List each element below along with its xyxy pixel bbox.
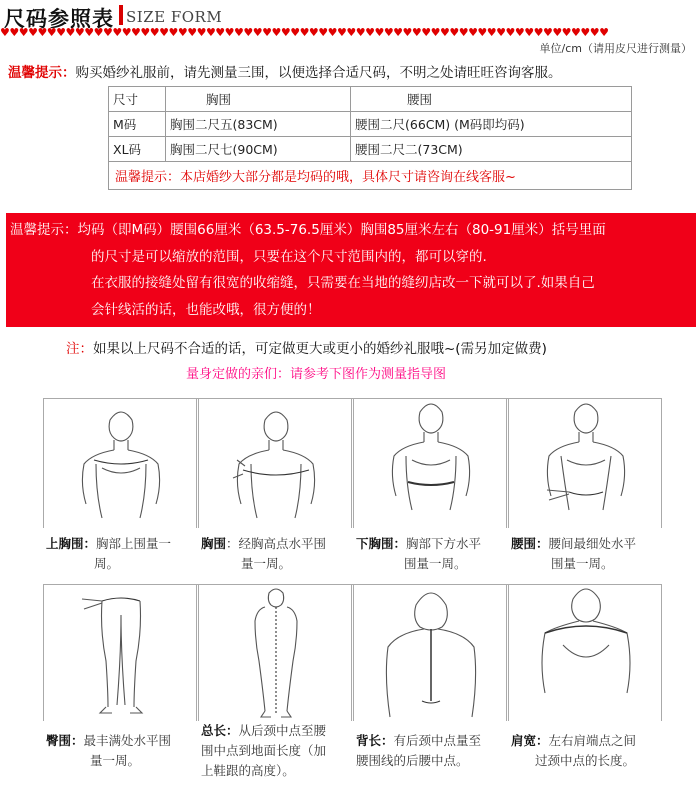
guide-desc: 腰间最细处水平 bbox=[548, 536, 637, 551]
guide-term: 下胸围： bbox=[356, 536, 407, 551]
table-header: 胸围 bbox=[166, 87, 351, 112]
guide-term: 臀围： bbox=[46, 733, 84, 748]
guide-desc: 有后颈中点量至 bbox=[393, 733, 482, 748]
caption-waist bbox=[508, 534, 662, 574]
guide-term: 背长： bbox=[356, 733, 394, 748]
guide-desc: 胸部上围量一 bbox=[96, 536, 172, 551]
waist-illustration bbox=[509, 398, 663, 528]
guide-desc: 围中点到地面长度（加 bbox=[201, 743, 327, 758]
table-row bbox=[109, 112, 632, 137]
guide-cell-waist bbox=[508, 398, 662, 584]
guide-desc: 周。 bbox=[94, 556, 120, 571]
guide-term: 总长： bbox=[201, 723, 239, 738]
figure-total-length bbox=[198, 585, 352, 721]
red-notice-line: 温馨提示：均码（即M码）腰围66厘米（63.5-76.5厘米）胸围85厘米左右（80-91厘米）括号里面 bbox=[10, 222, 606, 238]
guide-desc: 量一周。 bbox=[241, 556, 292, 571]
red-notice-line: 在衣服的接缝处留有很宽的收缩缝，只需要在当地的缝纫店改一下就可以了.如果自己 bbox=[91, 275, 595, 291]
title-divider bbox=[119, 5, 123, 25]
caption-total-length bbox=[198, 721, 352, 781]
size-table bbox=[108, 86, 632, 190]
red-notice-line: 的尺寸是可以缩放的范围，只要在这个尺寸范围内的，都可以穿的. bbox=[91, 248, 487, 265]
guide-cell-back-length bbox=[353, 585, 507, 796]
custom-note-text: 如果以上尺码不合适的话，可定做更大或更小的婚纱礼服哦~(需另加定做费) bbox=[93, 341, 547, 357]
guide-desc: 左右肩端点之间 bbox=[548, 733, 637, 748]
caption-under-bust bbox=[353, 534, 507, 574]
upper-bust-illustration bbox=[44, 398, 198, 528]
guide-term: 腰围： bbox=[511, 536, 549, 551]
guide-desc: 量一周。 bbox=[90, 753, 141, 768]
guide-cell-hip bbox=[43, 585, 197, 796]
notice-text: 购买婚纱礼服前，请先测量三围，以便选择合适尺码，不明之处请旺旺咨询客服。 bbox=[75, 65, 562, 81]
caption-shoulder-width bbox=[508, 731, 662, 771]
table-cell: 腰围二尺(66CM) (M码即均码) bbox=[351, 112, 632, 137]
guide-cell-upper-bust bbox=[43, 398, 197, 584]
caption-upper-bust bbox=[43, 534, 197, 574]
total-length-illustration bbox=[199, 585, 353, 721]
table-cell: 胸围二尺五(83CM) bbox=[166, 112, 351, 137]
guide-heading: 量身定做的亲们：请参考下图作为测量指导图 bbox=[186, 367, 447, 382]
caption-bust bbox=[198, 534, 352, 574]
figure-waist bbox=[508, 398, 662, 528]
red-notice-line: 会针线活的话，也能改哦，很方便的！ bbox=[91, 301, 321, 318]
table-header-row bbox=[109, 87, 632, 112]
page-title: 尺码参照表 bbox=[4, 7, 114, 31]
guide-desc: 围量一周。 bbox=[404, 556, 467, 571]
figure-bust bbox=[198, 398, 352, 528]
guide-desc: 过颈中点的长度。 bbox=[535, 753, 636, 768]
header bbox=[0, 0, 700, 30]
table-cell: M码 bbox=[109, 112, 166, 137]
caption-hip bbox=[43, 731, 197, 771]
table-header: 尺寸 bbox=[109, 87, 166, 112]
table-cell: 腰围二尺二(73CM) bbox=[351, 137, 632, 162]
measure-guide-grid bbox=[43, 398, 662, 796]
guide-term: 上胸围： bbox=[46, 536, 97, 551]
guide-cell-under-bust bbox=[353, 398, 507, 584]
figure-hip bbox=[43, 585, 197, 721]
hearts-border: ♥♥♥♥♥♥♥♥♥♥♥♥♥♥♥♥♥♥♥♥♥♥♥♥♥♥♥♥♥♥♥♥♥♥♥♥♥♥♥♥♥♥♥♥♥♥♥♥♥♥♥♥♥♥♥♥♥♥♥♥♥♥♥♥♥ bbox=[0, 27, 609, 39]
unit-note: 单位/cm（请用皮尺进行测量） bbox=[539, 42, 692, 55]
guide-cell-shoulder-width bbox=[508, 585, 662, 796]
table-note: 温馨提示：本店婚纱大部分都是均码的哦，具体尺寸请咨询在线客服~ bbox=[109, 162, 632, 190]
table-note-row bbox=[109, 162, 632, 190]
caption-back-length bbox=[353, 731, 507, 771]
guide-desc: 最丰满处水平围 bbox=[83, 733, 172, 748]
guide-cell-total-length bbox=[198, 585, 352, 796]
red-notice-box bbox=[6, 213, 696, 327]
under-bust-illustration bbox=[354, 398, 508, 528]
guide-desc: 从后颈中点至腰 bbox=[238, 723, 327, 738]
guide-desc: 上鞋跟的高度）。 bbox=[201, 763, 295, 778]
figure-shoulder-width bbox=[508, 585, 662, 721]
hip-illustration bbox=[44, 585, 198, 721]
notice-label: 温馨提示： bbox=[8, 65, 76, 81]
table-header: 腰围 bbox=[351, 87, 632, 112]
guide-term: 肩宽： bbox=[511, 733, 549, 748]
table-cell: 胸围二尺七(90CM) bbox=[166, 137, 351, 162]
custom-note-label: 注： bbox=[66, 341, 93, 357]
page-subtitle: SIZE FORM bbox=[126, 8, 223, 26]
back-length-illustration bbox=[354, 585, 508, 721]
guide-term: 胸围 bbox=[201, 536, 227, 551]
table-row bbox=[109, 137, 632, 162]
guide-desc: 胸部下方水平 bbox=[406, 536, 482, 551]
notice-measure bbox=[8, 61, 562, 81]
bust-illustration bbox=[199, 398, 353, 528]
guide-cell-bust bbox=[198, 398, 352, 584]
guide-desc: 腰围线的后腰中点。 bbox=[356, 753, 469, 768]
custom-note bbox=[66, 337, 547, 357]
figure-upper-bust bbox=[43, 398, 197, 528]
guide-desc: ：经胸高点水平围 bbox=[226, 536, 327, 551]
guide-desc: 围量一周。 bbox=[551, 556, 614, 571]
figure-back-length bbox=[353, 585, 507, 721]
shoulder-width-illustration bbox=[509, 585, 663, 721]
figure-under-bust bbox=[353, 398, 507, 528]
table-cell: XL码 bbox=[109, 137, 166, 162]
